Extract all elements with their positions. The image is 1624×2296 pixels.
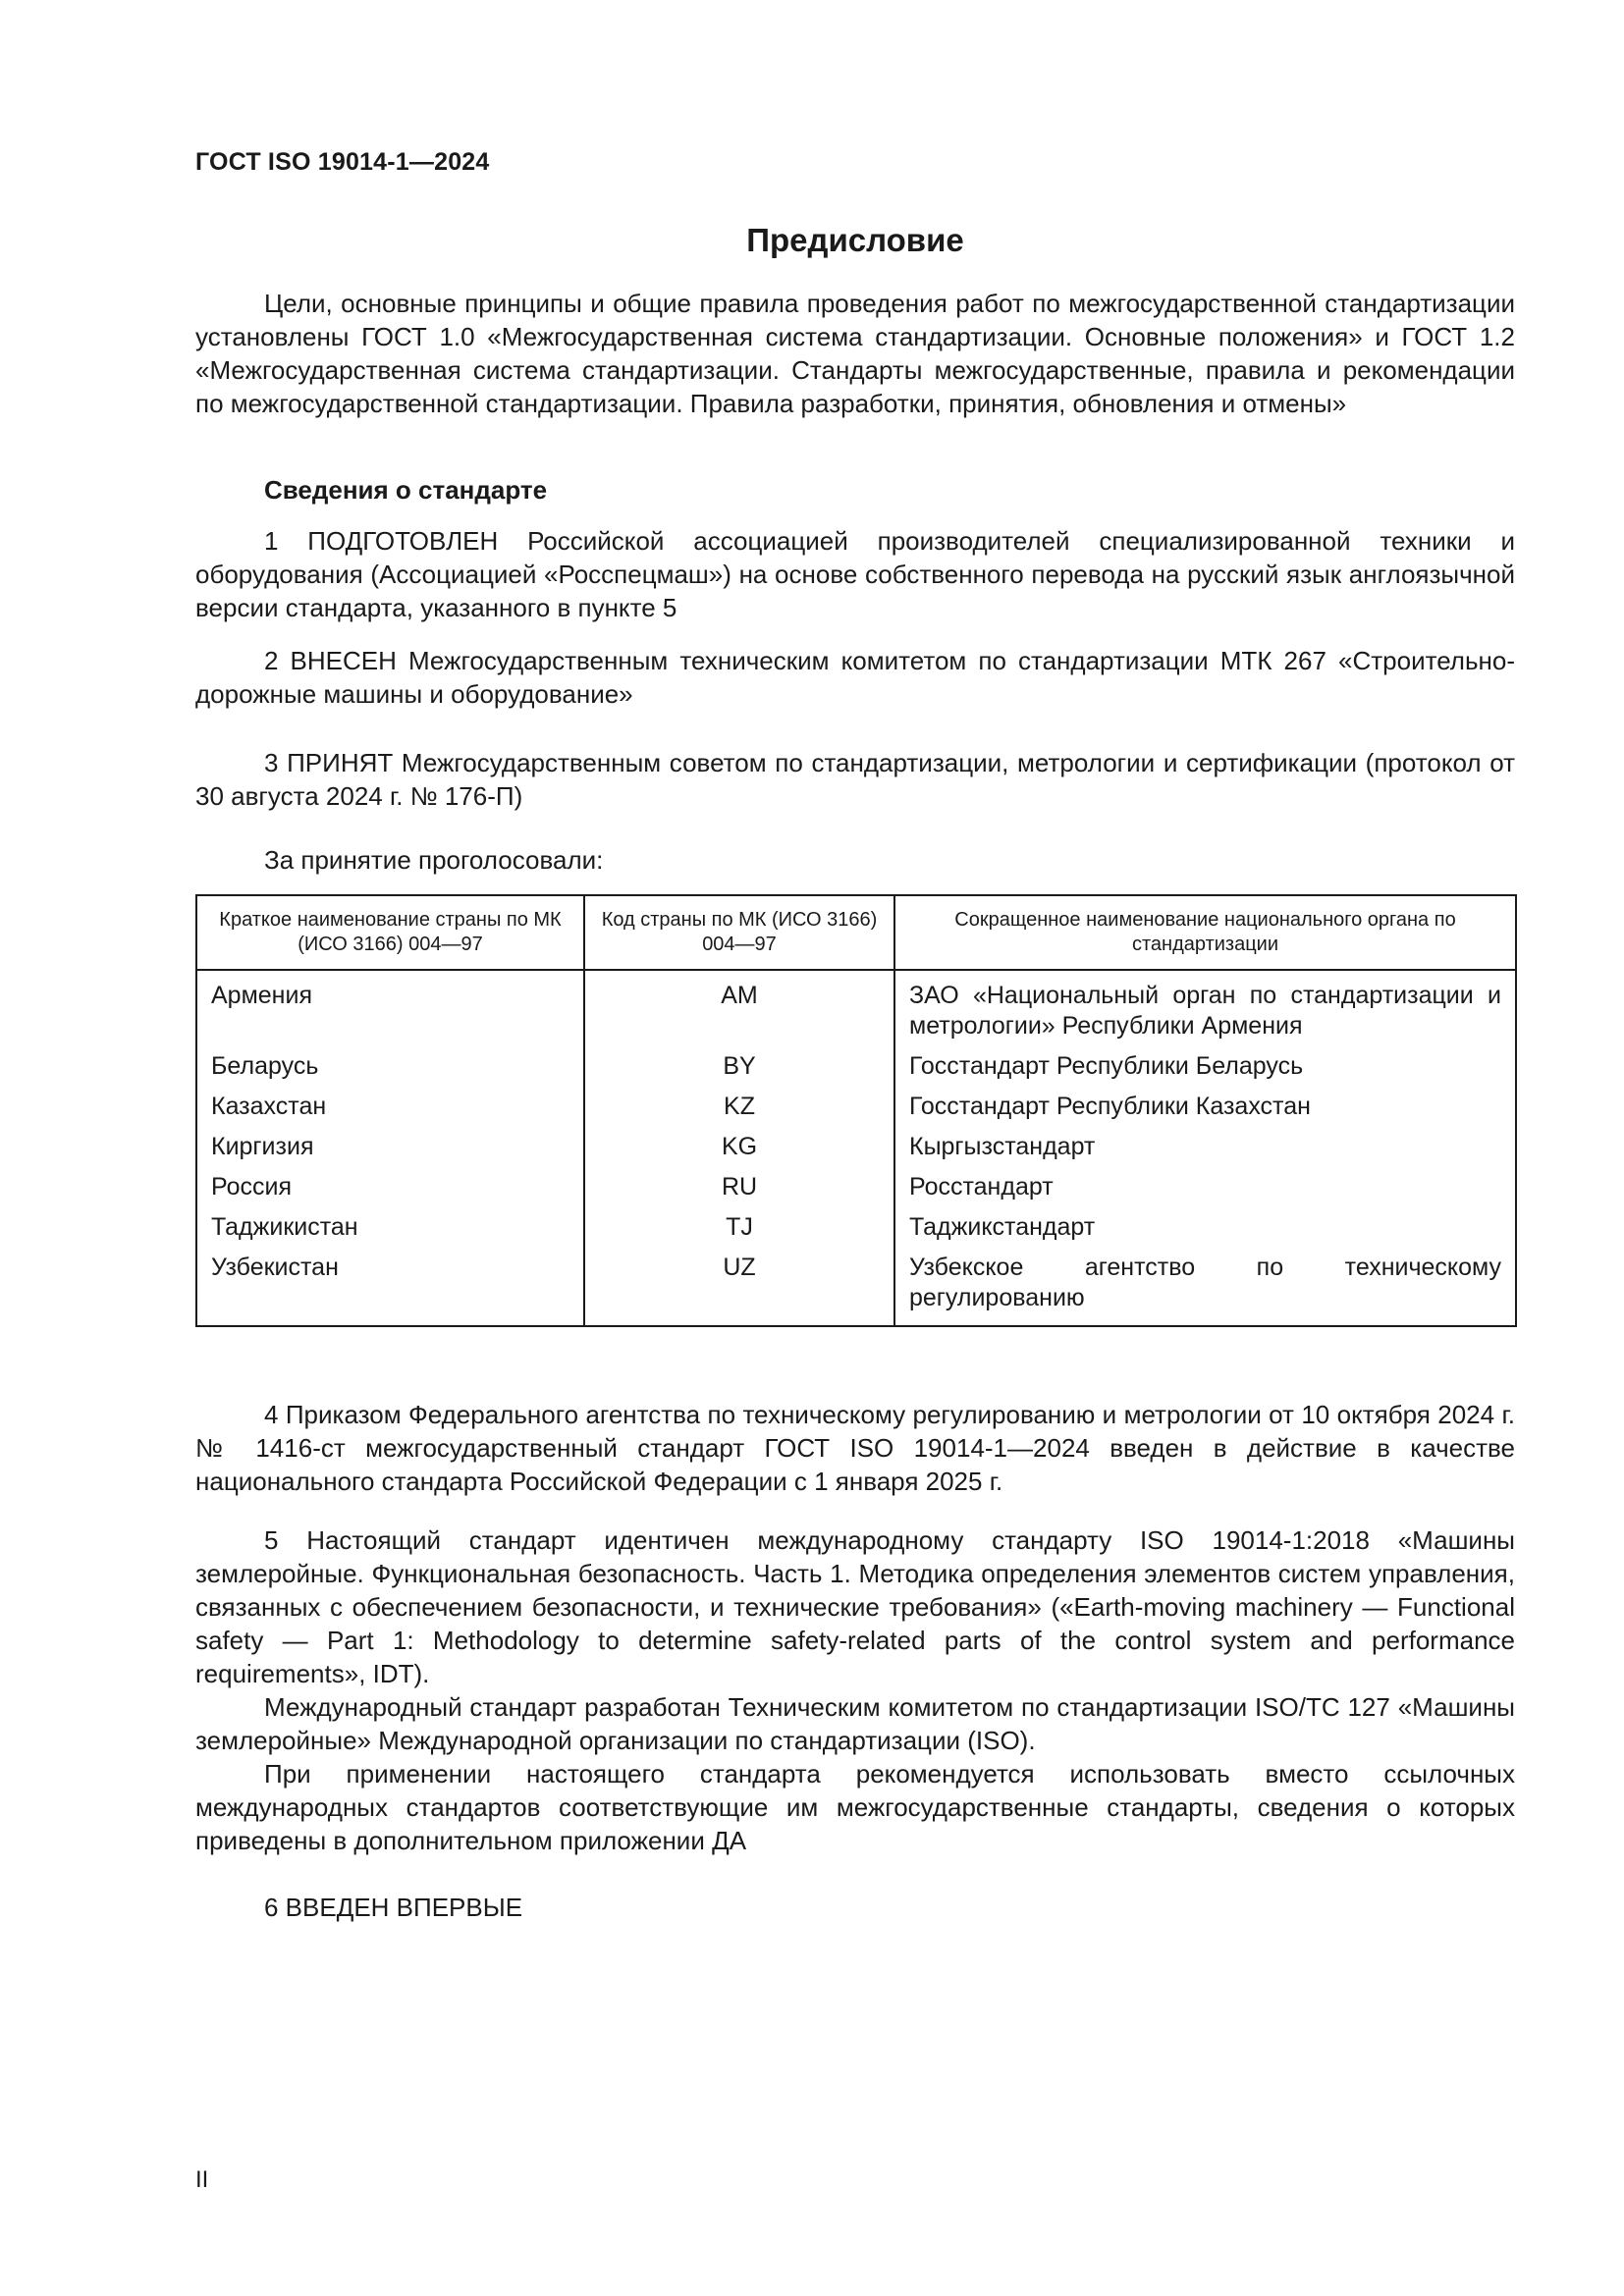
country-cell: Таджикистан — [196, 1202, 584, 1243]
organization-cell: ЗАО «Национальный орган по стандартизации и метрологии» Республики Армения — [894, 970, 1516, 1041]
item-2-paragraph: 2 ВНЕСЕН Межгосударственным техническим комитетом по стандартизации МТК 267 «Строительно-дорожные машины и оборудование» — [195, 646, 1515, 709]
item-5-application-paragraph: При применении настоящего стандарта рекомендуется использовать вместо ссылочных международных стандартов соответствующие им межгосударственные стандарты, сведения о которых приведены в дополнительном приложении ДА — [195, 1759, 1515, 1855]
table-row — [196, 1243, 1516, 1326]
code-cell: BY — [584, 1041, 894, 1082]
page-number: II — [195, 2166, 209, 2193]
voting-countries-table — [195, 894, 1517, 1327]
item-5-paragraph: 5 Настоящий стандарт идентичен международному стандарту ISO 19014-1:2018 «Машины землеройные. Функциональная безопасность. Часть 1. Методика определения элементов систем управления, связанных с обеспечением безопасности, и технические требования» («Earth-moving machinery — Functional safety — Part 1: Methodology to determine safety-related parts of the control system and performance requirements», IDT). — [195, 1525, 1515, 1688]
organization-cell: Росстандарт — [894, 1162, 1516, 1202]
column-header-code: Код страны по МК (ИСО 3166) 004—97 — [584, 895, 894, 970]
country-cell: Киргизия — [196, 1122, 584, 1162]
code-cell: TJ — [584, 1202, 894, 1243]
code-cell: RU — [584, 1162, 894, 1202]
table-row — [196, 1082, 1516, 1122]
code-cell: UZ — [584, 1243, 894, 1326]
organization-cell: Кыргызстандарт — [894, 1122, 1516, 1162]
item-4-paragraph: 4 Приказом Федерального агентства по техническому регулированию и метрологии от 10 октября 2024 г. № 1416-ст межгосударственный стандарт ГОСТ ISO 19014-1—2024 введен в действие в качестве национального стандарта Российской Федерации с 1 января 2025 г. — [195, 1400, 1515, 1496]
code-cell: KZ — [584, 1082, 894, 1122]
country-cell: Беларусь — [196, 1041, 584, 1082]
table-row — [196, 1162, 1516, 1202]
table-row — [196, 1202, 1516, 1243]
item-3-paragraph: 3 ПРИНЯТ Межгосударственным советом по стандартизации, метрологии и сертификации (протокол от 30 августа 2024 г. № 176-П) — [195, 748, 1515, 811]
organization-cell: Таджикстандарт — [894, 1202, 1516, 1243]
column-header-country: Краткое наименование страны по МК (ИСО 3166) 004—97 — [196, 895, 584, 970]
section-subheading: Сведения о стандарте — [264, 475, 548, 505]
organization-cell: Узбекское агентство по техническому регулированию — [894, 1243, 1516, 1326]
document-code-header: ГОСТ ISO 19014-1—2024 — [195, 148, 490, 176]
country-cell: Казахстан — [196, 1082, 584, 1122]
code-cell: KG — [584, 1122, 894, 1162]
organization-cell: Госстандарт Республики Казахстан — [894, 1082, 1516, 1122]
intro-paragraph: Цели, основные принципы и общие правила проведения работ по межгосударственной стандартизации установлены ГОСТ 1.0 «Межгосударственная система стандартизации. Основные положения» и ГОСТ 1.2 «Межгосударственная система стандартизации. Стандарты межгосударственные, правила и рекомендации по межгосударственной стандартизации. Правила разработки, принятия, обновления и отмены» — [195, 289, 1515, 418]
table-row — [196, 1122, 1516, 1162]
page-title: Предисловие — [746, 222, 964, 258]
country-cell: Узбекистан — [196, 1243, 584, 1326]
item-1-paragraph: 1 ПОДГОТОВЛЕН Российской ассоциацией производителей специализированной техники и оборудования (Ассоциацией «Росспецмаш») на основе собственного перевода на русский язык англоязычной версии стандарта, указанного в пункте 5 — [195, 526, 1515, 622]
vote-label: За принятие проголосовали: — [264, 845, 604, 875]
table-row — [196, 970, 1516, 1041]
organization-cell: Госстандарт Республики Беларусь — [894, 1041, 1516, 1082]
code-cell: AM — [584, 970, 894, 1041]
table-row — [196, 1041, 1516, 1082]
item-6-paragraph: 6 ВВЕДЕН ВПЕРВЫЕ — [264, 1893, 523, 1922]
table-header-row — [196, 895, 1516, 970]
country-cell: Армения — [196, 970, 584, 1041]
country-cell: Россия — [196, 1162, 584, 1202]
item-5-development-paragraph: Международный стандарт разработан Техническим комитетом по стандартизации ISO/TC 127 «Машины землеройные» Международной организации по стандартизации (ISO). — [195, 1692, 1515, 1755]
column-header-organization: Сокращенное наименование национального органа по стандартизации — [894, 895, 1516, 970]
